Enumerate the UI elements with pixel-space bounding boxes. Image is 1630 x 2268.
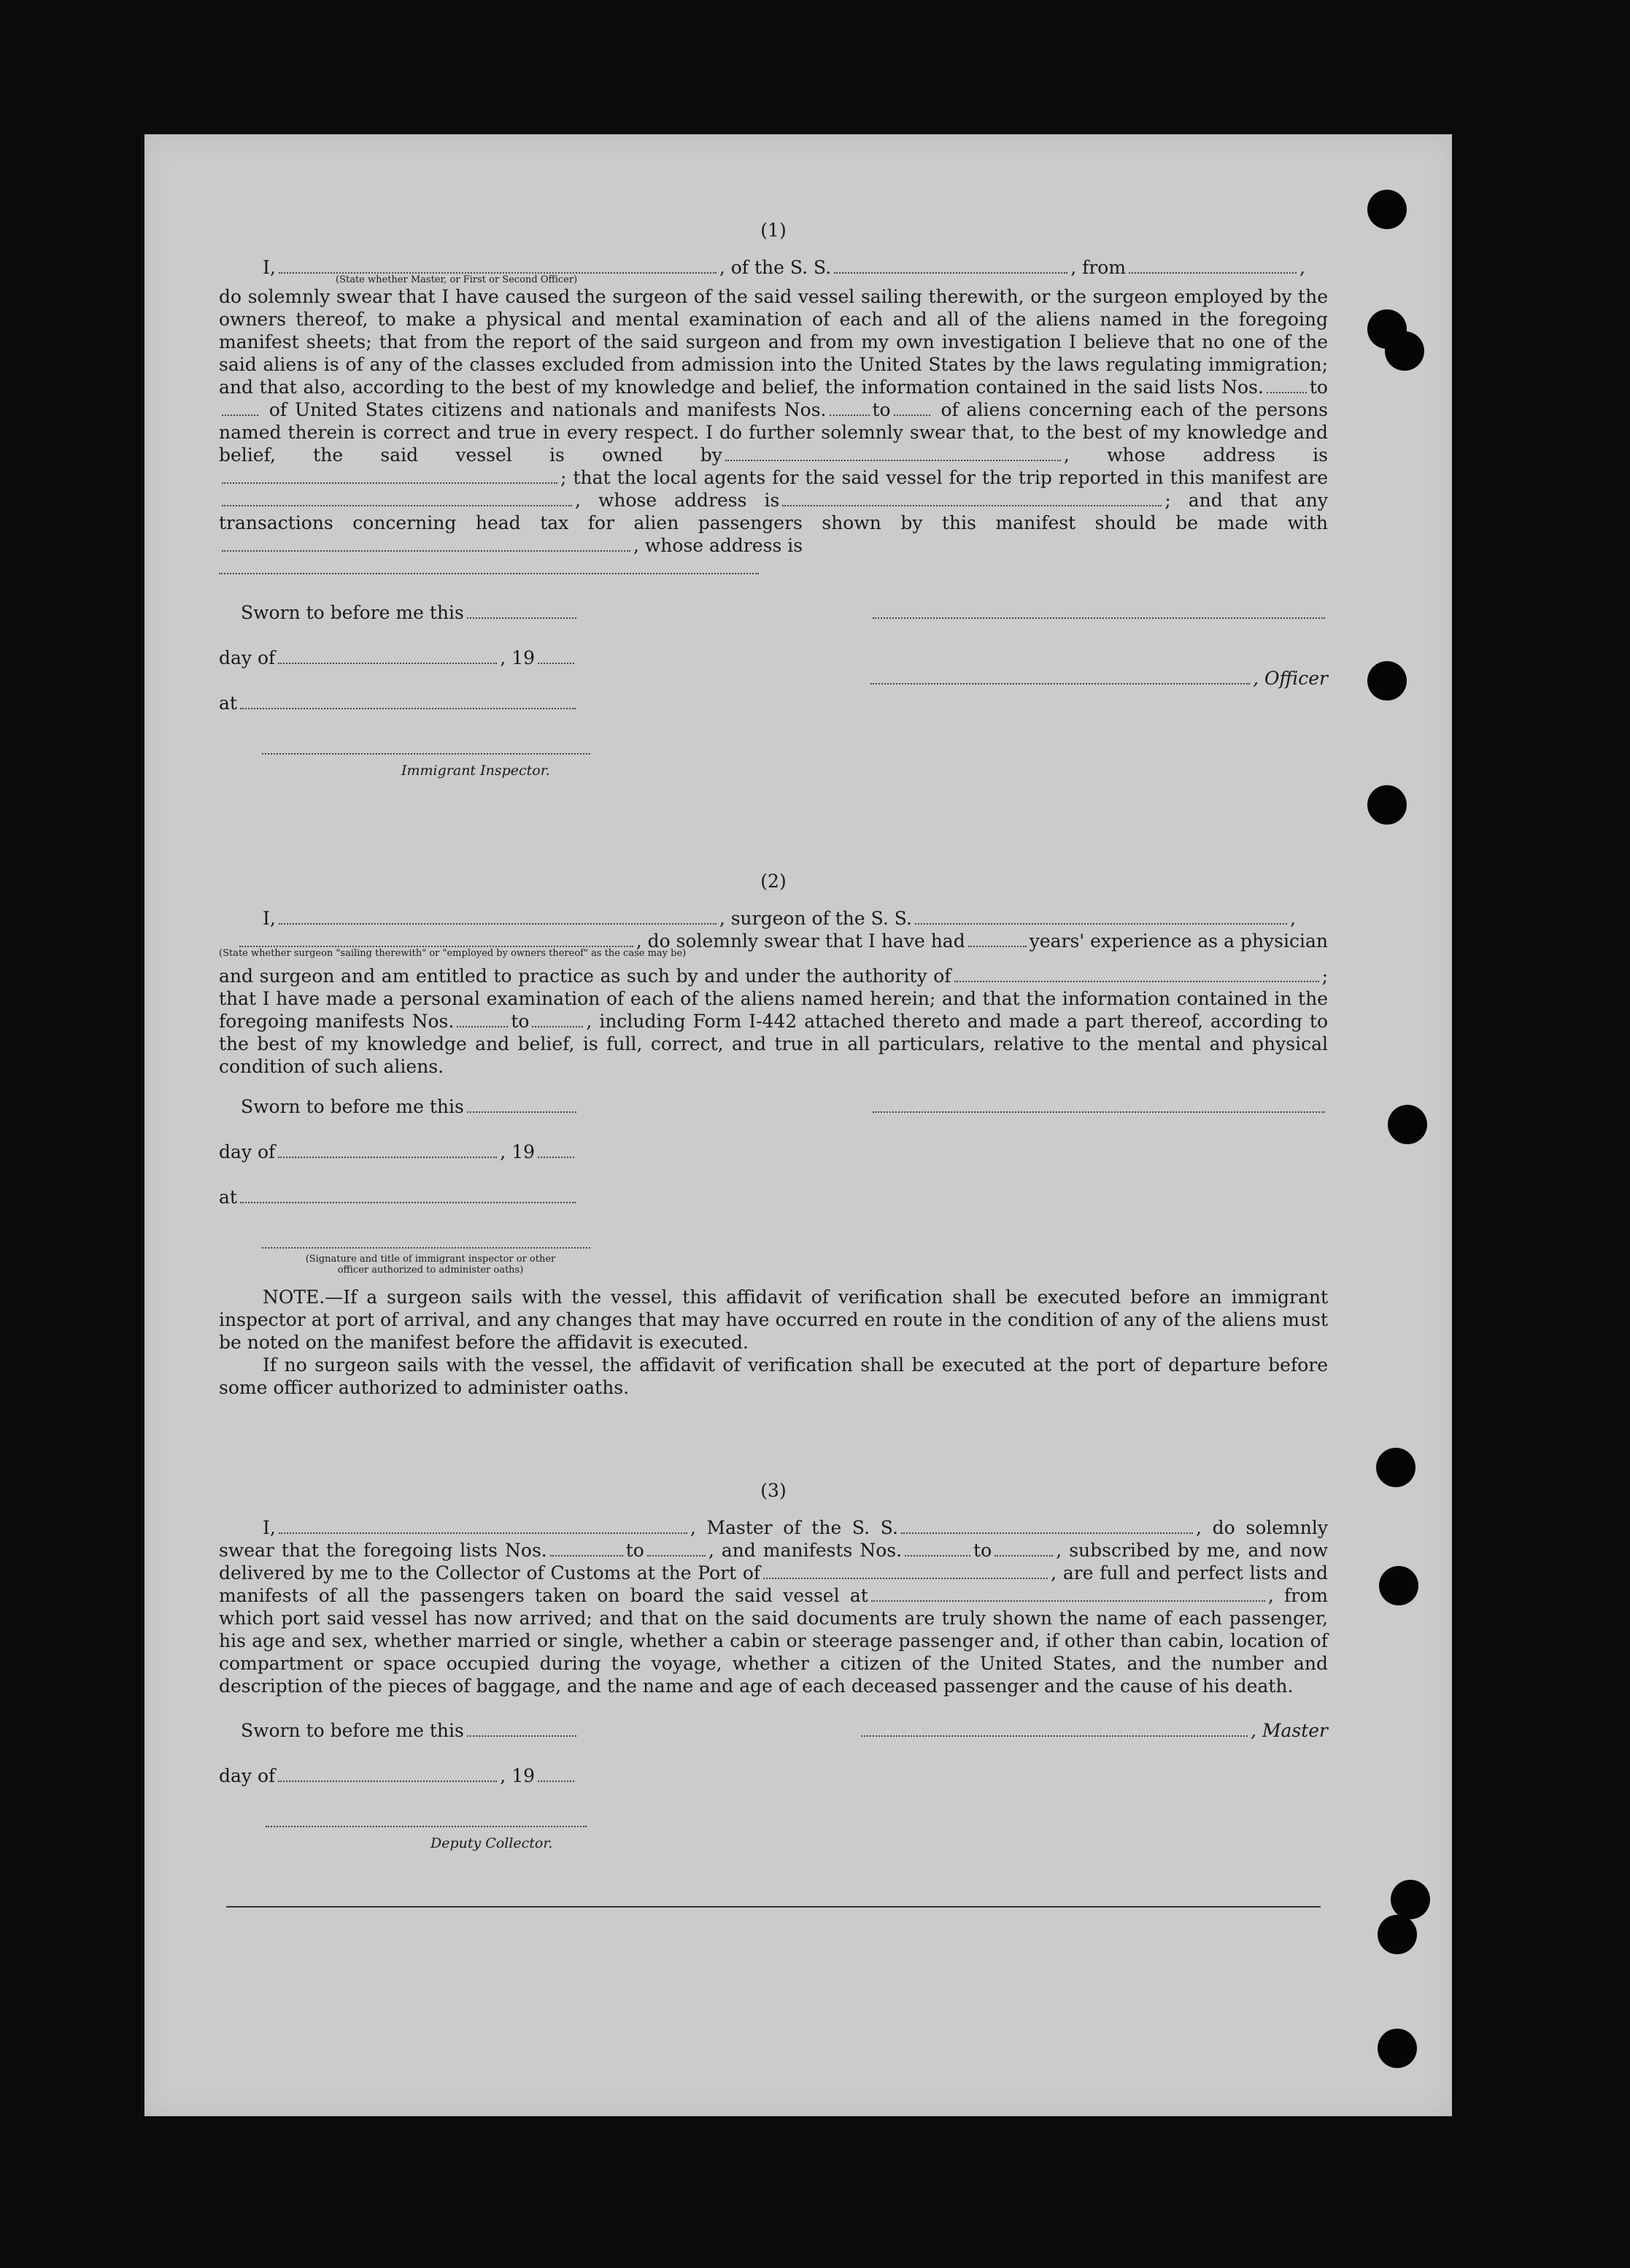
text: , surgeon of the S. S. <box>719 908 912 929</box>
punch-hole <box>1378 2029 1417 2068</box>
text: to <box>625 1540 644 1561</box>
section-2-hint: (State whether surgeon "sailing therewith" or "employed by owners thereof" as the case may be) <box>219 948 687 959</box>
text: at <box>219 1187 237 1208</box>
blank-field[interactable] <box>222 490 572 506</box>
punch-hole <box>1376 1448 1415 1487</box>
blank-field[interactable] <box>901 1518 1193 1534</box>
blank-field[interactable] <box>262 1233 590 1249</box>
text: ; <box>1321 965 1328 987</box>
blank-field[interactable] <box>278 648 497 664</box>
section-2-signatures <box>219 1095 1328 1276</box>
blank-field[interactable] <box>532 1011 583 1027</box>
signature-caption: (Signature and title of immigrant inspector or other officer authorized to administer oaths) <box>305 1254 556 1276</box>
note-label: NOTE. <box>263 1287 325 1308</box>
blank-field[interactable] <box>968 931 1027 947</box>
punch-hole <box>1385 331 1424 371</box>
blank-field[interactable] <box>954 966 1319 982</box>
text: , <box>1299 257 1305 278</box>
section-2-first-line <box>263 907 1328 930</box>
text: , from <box>1070 257 1127 278</box>
blank-field[interactable] <box>279 1518 687 1534</box>
text: Sworn to before me this <box>241 602 464 623</box>
blank-field[interactable] <box>240 693 576 709</box>
text: swear that the foregoing lists Nos. <box>219 1540 547 1561</box>
text: , 19 <box>500 647 536 668</box>
blank-field[interactable] <box>467 1097 576 1113</box>
section-1-number: (1) <box>760 220 787 241</box>
text: and surgeon and am entitled to practice as such by and under the authority of <box>219 965 951 987</box>
blank-field[interactable] <box>278 1142 497 1158</box>
section-1-signatures <box>219 601 1328 782</box>
blank-field[interactable] <box>915 909 1287 925</box>
blank-field[interactable] <box>830 400 870 416</box>
blank-field[interactable] <box>1267 377 1307 393</box>
blank-field[interactable] <box>894 400 930 416</box>
blank-field[interactable] <box>873 603 1325 619</box>
text: to <box>872 399 891 420</box>
text: , Officer <box>1253 668 1328 689</box>
text: , including Form I-442 attached thereto and made a part thereof, according to the best of my knowledge and belief, is full, correct, and true in all particulars, relative to the mental and physical condition of such aliens. <box>219 1011 1328 1077</box>
text: to <box>511 1011 530 1032</box>
blank-field[interactable] <box>279 258 716 274</box>
blank-field[interactable] <box>763 1563 1048 1579</box>
text: day of <box>219 1141 276 1162</box>
blank-field[interactable] <box>1129 258 1297 274</box>
blank-field[interactable] <box>861 1721 1248 1737</box>
blank-field[interactable] <box>538 1766 574 1782</box>
inspector-caption: Immigrant Inspector. <box>401 763 550 779</box>
note-paragraph <box>219 1286 1328 1354</box>
blank-field[interactable] <box>266 1811 587 1827</box>
blank-field[interactable] <box>278 1766 497 1782</box>
punch-hole <box>1391 1880 1430 1919</box>
section-2-body <box>219 965 1328 1078</box>
blank-field[interactable] <box>871 1586 1265 1602</box>
blank-field[interactable] <box>240 1187 576 1203</box>
blank-field[interactable] <box>467 603 576 619</box>
blank-field[interactable] <box>834 258 1067 274</box>
blank-field[interactable] <box>538 1142 574 1158</box>
text: , Master <box>1250 1720 1328 1741</box>
text: , of the S. S. <box>719 257 832 278</box>
text: , <box>575 490 581 511</box>
punch-hole <box>1367 785 1407 825</box>
deputy-caption: Deputy Collector. <box>430 1835 553 1851</box>
blank-field[interactable] <box>279 909 716 925</box>
text: day of <box>219 647 276 668</box>
text: of aliens concerning each of the persons named therein is correct and true in every respect. I do further solemnly swear that, to the best of my knowledge and belief, the said vessel is owned by <box>219 399 1328 466</box>
blank-field[interactable] <box>550 1540 623 1557</box>
blank-field[interactable] <box>239 931 633 947</box>
text: , 19 <box>500 1141 536 1162</box>
text: I, <box>263 1517 276 1538</box>
section-2-number: (2) <box>760 871 787 892</box>
text: —If a surgeon sails with the vessel, this affidavit of verification shall be executed before an immigrant inspector at port of arrival, and any changes that may have occurred en route in the condition of any of the aliens must be noted on the manifest before the affidavit is executed. <box>219 1287 1328 1353</box>
blank-field[interactable] <box>782 490 1162 506</box>
text: to <box>973 1540 992 1561</box>
text: I, <box>263 257 276 278</box>
text: , from which port said vessel has now arrived; and that on the said documents are truly shown the name of each passenger, his age and sex, whether married or single, whether a cabin or steerage passenger and, if other than cabin, location of compartment or space occupied during the voyage, whether a citizen of the United States, and the number and description of the pieces of baggage, and the name and age of each deceased passenger and the cause of his death. <box>219 1585 1329 1697</box>
text: , and manifests Nos. <box>708 1540 903 1561</box>
blank-field[interactable] <box>647 1540 706 1557</box>
text: , are full and perfect lists and manifests of all the passengers taken on board the said vessel at <box>219 1562 1328 1606</box>
blank-field[interactable] <box>457 1011 508 1027</box>
text: ; and that any transactions concerning head tax for alien passengers shown by this manifest should be made with <box>219 490 1328 533</box>
text: of United States citizens and nationals and manifests Nos. <box>269 399 827 420</box>
text: that I have made a personal examination of each of the aliens named herein; and that the information contained in the foregoing manifests Nos. <box>219 988 1328 1032</box>
text: to <box>1309 377 1328 398</box>
punch-hole <box>1388 1105 1427 1144</box>
blank-field[interactable] <box>905 1540 970 1557</box>
punch-hole <box>1379 1566 1418 1605</box>
text: I, <box>263 908 276 929</box>
text: , subscribed by me, and now delivered by me to the Collector of Customs at the Port of <box>219 1540 1328 1584</box>
blank-field[interactable] <box>873 1097 1325 1113</box>
section-1-hint: (State whether Master, or First or Second Officer) <box>336 274 578 285</box>
text: , whose address is <box>1063 444 1329 466</box>
section-3-body <box>219 1516 1328 1697</box>
blank-field[interactable] <box>994 1540 1053 1557</box>
section-3-signatures <box>219 1719 1328 1855</box>
blank-field[interactable] <box>725 445 1061 461</box>
text: at <box>219 693 237 714</box>
text: , 19 <box>500 1765 536 1786</box>
text: do solemnly swear that I have caused the surgeon of the said vessel sailing therewith, or the surgeon employed by the owners thereof, to make a physical and mental examination of each and all of the aliens named in the foregoing manifest sheets; that from the report of the said surgeon and from my own investigation I believe that no one of the said aliens is of any of the classes excluded from admission into the United States by the laws regulating immigration; and that also, according to the best of my knowledge and belief, the information contained in the said lists Nos. <box>219 286 1328 398</box>
blank-field[interactable] <box>219 558 759 574</box>
blank-field[interactable] <box>467 1721 576 1737</box>
blank-field[interactable] <box>870 668 1250 684</box>
text: , <box>1289 908 1296 929</box>
blank-field[interactable] <box>222 468 557 484</box>
text: , do solemnly <box>1196 1517 1328 1538</box>
blank-field[interactable] <box>262 738 590 755</box>
bottom-rule <box>226 1906 1321 1908</box>
blank-field[interactable] <box>222 400 258 416</box>
text: whose address is <box>598 490 780 511</box>
text: day of <box>219 1765 276 1786</box>
blank-field[interactable] <box>222 536 630 552</box>
punch-hole <box>1367 661 1407 701</box>
form-content <box>219 219 1328 1855</box>
note-paragraph-2: If no surgeon sails with the vessel, the affidavit of verification shall be executed at the port of departure before some officer authorized to administer oaths. <box>219 1354 1328 1398</box>
text: that the local agents for the said vessel for the trip reported in this manifest are <box>573 467 1328 488</box>
text: ; <box>560 467 567 488</box>
text: , whose address is <box>633 535 803 556</box>
text: Sworn to before me this <box>241 1096 464 1117</box>
text: years' experience as a physician <box>1029 930 1328 952</box>
punch-hole <box>1367 190 1407 229</box>
punch-hole <box>1378 1915 1417 1954</box>
section-3-number: (3) <box>760 1480 787 1501</box>
text: , Master of the S. S. <box>690 1517 898 1538</box>
text: Sworn to before me this <box>241 1720 464 1741</box>
text: , do solemnly swear that I have had <box>636 930 965 952</box>
section-1-body <box>219 285 1328 557</box>
blank-field[interactable] <box>538 648 574 664</box>
